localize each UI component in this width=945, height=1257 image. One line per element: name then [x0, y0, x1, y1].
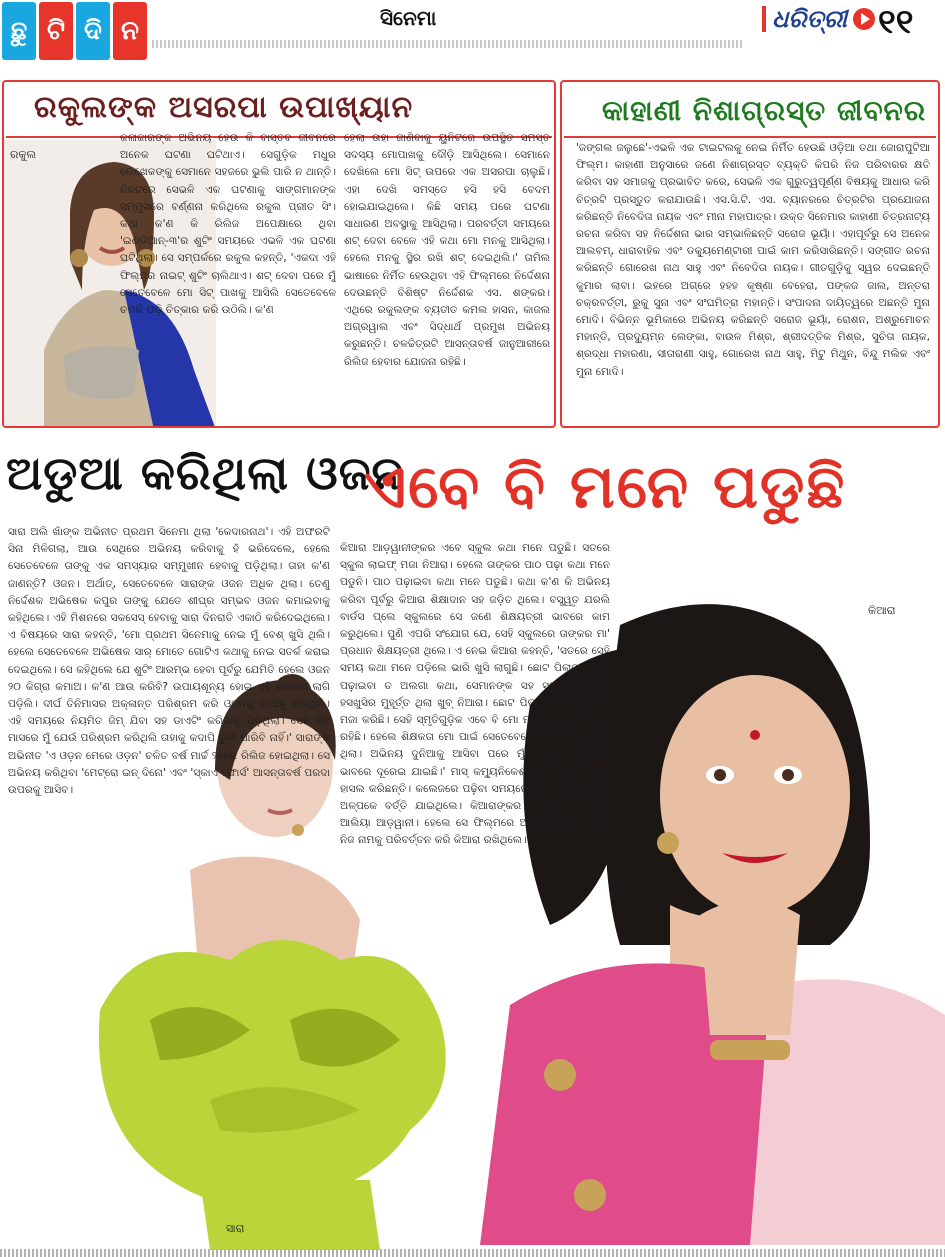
rakul-headline: ରକୁଲଙ୍କ ଅସରପା ଉପାଖ୍ୟାନ — [34, 90, 414, 125]
sara-paragraph: ସାରା ଅଲି ଖାଁଙ୍କ ଅଭିନୀତ ପ୍ରଥମ ସିନେମା ଥିଲା 'କେଦାରନାଥ'। ଏହି ଅଫରଟି ସିନା ମିଳିଗଲା, ଆଉ ସେଥିରେ ଅଭିନୟ କରିବାକୁ ହଁ ଭରିଦେଲେ, ହେଲେ ସେତେବେଳେ ତାଙ୍କୁ ଏକ ସମସ୍ୟାର ସମ୍ମୁଖୀନ ହେବାକୁ ପଡ଼ିଥିଲା। ତାହା କ'ଣ ଜାଣନ୍ତି? ଓଜନ। ଅର୍ଥାତ୍, ସେତେବେଳେ ସାରାଙ୍କ ଓଜନ ଅଧିକ ଥିଲା। ତେଣୁ ନିର୍ଦ୍ଦେଶକ ଅଭିଷେକ କପୁର ତାଙ୍କୁ ଯେତେ ଶୀଘ୍ର ସମ୍ଭବ ଓଜନ କମାଇବାକୁ କହିଥିଲେ। ଏହି ମିଶନରେ ସକସେସ୍ ହେବାକୁ ସାରା ଦିନରାତି ଏକାଠି କରିଦେଇଥିଲେ। ଏ ବିଷୟରେ ସାରା କହନ୍ତି, 'ମୋ ପ୍ରଥମ ସିନେମାକୁ ନେଇ ମୁଁ ବେଶ୍ ଖୁସି ଥିଲି। ହେଲେ ସେତେବେଳେ ଅଭିଷେକ ସାର୍ ମୋତେ ଗୋଟିଏ କଥାକୁ ନେଇ ସତର୍କ କରାଇ ଦେଇଥିଲେ। ସେ କହିଥିଲେ ଯେ ଶୁଟିଂ ଆରମ୍ଭ ହେବା ପୂର୍ବରୁ ଯେମିତି ହେଲେ ଓଜନ ୨୦ କିଗ୍ରା କମାଅ। କ'ଣ ଆଉ କରିବି? ଉପାୟଶୂନ୍ୟ ହୋଇ ଏହି କାମରେ ଲାଗି ପଡ଼ିଲି। ଦୀର୍ଘ ତିନିମାସର ଅକ୍ଳାନ୍ତ ପରିଶ୍ରମ କରି ଓଜନକୁ କାଆବୁ କରିଥିଲି। ଏହି ସମୟରେ ନିୟମିତ ଜିମ୍ ଯିବା ସହ ଡାଏଟିଂ କରିବାକୁ ପଡ଼ିଥିଲା। ସେହି ତିନି ମାସରେ ମୁଁ ଯେଉଁ ପରିଶ୍ରମ କରିଥିଲି ତାହାକୁ କଦାପି ଭୁଲି ପାରିବି ନାହିଁ।' ସାରାଙ୍କ ଅଭିନୀତ 'ଏ ଓଡ଼ନ ମେରେ ଓଡ଼ନ' ଚଳିତ ବର୍ଷ ମାର୍ଚ୍ଚ ୨୪ରେ ରିଲିଜ ହୋଇଥିଲା। ସେ ଅଭିନୟ କରିଥିବା 'ମେଟ୍ରୋ ଇନ୍ ଦିନୋ' ଏବଂ 'ସ୍କାଏ ଫୋର୍ସ' ଆସନ୍ତାବର୍ଷ ପରଦା ଉପରକୁ ଆସିବ। — [8, 526, 330, 797]
newspaper-name: ଧରିତ୍ରୀ — [772, 4, 847, 33]
kahani-article — [560, 80, 940, 428]
rakul-article — [2, 80, 556, 428]
kahani-headline: କାହାଣୀ ନିଶାଗ୍ରସ୍ତ ଜୀବନର — [602, 94, 927, 127]
rakul-body-col-1 — [120, 130, 336, 426]
sara-headline: ଅଡୁଆ କରିଥିଲା ଓଜନ — [6, 446, 405, 500]
rakul-paragraph: ହେଲା ତାହା ଜାଣିବାକୁ ୟୁନିଟରେ ଉପସ୍ଥିତ ସମସ୍ତ ସଦସ୍ୟ ମୋପାଖକୁ ଦୌଡ଼ି ଆସିଥିଲେ। ସେମାନେ ଦେଖିଲେ ମୋ ସିଟ୍ ଉପରେ ଏକ ଅସରପା ଚାଲୁଛି। ଏହା ଦେଖି ସମସ୍ତେ ହସି ହସି ବେଦମ ହୋଇଯାଇଥିଲେ। କିଛି ସମୟ ପରେ ଘଟଣା ସାଧାରଣ ଅବସ୍ଥାକୁ ଆସିଥିଲା। ପରବର୍ତ୍ତୀ ସମୟରେ ଶଟ୍ ଦେବା ବେଳେ ଏହି କଥା ମୋ ମନକୁ ଆସିଥିଲା। ହେଲେ ମନକୁ ସ୍ଥିର ରଖି ଶଟ୍ ଦେଇଥିଲି।' ତାମିଲ ଭାଷାରେ ନିର୍ମିତ ହେଉଥିବା ଏହି ଫିଲ୍ମରେ ନିର୍ଦ୍ଦେଶନା ଦେଉଛନ୍ତି ବିଶିଷ୍ଟ ନିର୍ଦ୍ଦେଶକ ଏସ. ଶଙ୍କର। ଏଥିରେ ରକୁଲଙ୍କ ବ୍ୟତୀତ କମଲ ହାସନ, କାଜଲ ଅଗ୍ରୱାଲ ଏବଂ ସିଦ୍ଧାର୍ଥ ପ୍ରମୁଖ ଅଭିନୟ କରୁଛନ୍ତି। ଚଳଚ୍ଚିତ୍ରଟି ଆସନ୍ତାବର୍ଷ ଜାନୁଆରୀରେ ରିଲିଜ ହେବାର ଯୋଜନା ରହିଛି। — [344, 132, 550, 368]
kahani-body — [576, 140, 930, 424]
newspaper-logo — [762, 4, 875, 33]
rakul-paragraph: କଳାକାରଙ୍କ ଅଭିନୟ ହେଉ କି ବାସ୍ତବ ଜୀବନରେ ଅନେକ ଘଟଣା ଘଟିଥାଏ। ସେଗୁଡ଼ିକ ମଧୁର ଲେଖେକଙ୍କୁ ସେମାନେ ସହଜରେ ଭୁଲି ପାରି ନ ଥାନ୍ତି। ନିକଟରେ ସେଭଳି ଏକ ଘଟଣାକୁ ସାଙ୍ଗମାନଙ୍କ ସମ୍ମୁଖରେ ବର୍ଣ୍ଣନା କରିଥିଲେ ରକୁଲ ପ୍ରୀତ ସିଂ। କଥା କ'ଣ କି ରିଲିଜ ଅପେକ୍ଷାରେ ଥିବା 'ଇଣ୍ଡିଆନ୍-୩'ର ଶୁଟିଂ ସମୟରେ ଏଭଳି ଏକ ଘଟଣା ଘଟିଥିଲା। ସେ ସମ୍ପର୍କରେ ରକୁଲ କହନ୍ତି, 'ଏକଦା ଏହି ଫିଲ୍ମର ନାଇଟ୍ ଶୁଟିଂ ଚାଲିଥାଏ। ଶଟ୍ ଦେବା ପରେ ମୁଁ ସେତେବେଳେ ମୋ ସିଟ୍ ପାଖକୁ ଆସିଲି ସେତେବେଳେ ଚମକି ପଡ଼ି ଚିତ୍କାର କରି ଉଠିଲି। କ'ଣ — [120, 132, 336, 317]
section-brand — [2, 2, 147, 60]
section-divider — [152, 40, 742, 48]
kiara-headline: ଏବେ ବି ମନେ ପଡୁଛି — [364, 452, 847, 522]
masthead — [0, 0, 945, 62]
sara-body — [8, 524, 330, 1184]
sara-caption: ସାରା — [226, 1222, 245, 1235]
rakul-body-col-2 — [344, 130, 550, 426]
logo-accent — [762, 6, 766, 32]
kiara-paragraph: କିଆରା ଆଡ଼ୱାନୀଙ୍କର ଏବେ ସ୍କୁଲ କଥା ମନେ ପଡୁଛି। ସତରେ ସ୍କୁଲ ଲାଇଫ୍ ମଜା ନିଆରା। ହେଲେ ତାଙ୍କର ପାଠ ପଢ଼ା କଥା ମନେ ପଡୁନି। ପାଠ ପଢ଼ାଇବା କଥା ମନେ ପଡୁଛି। କଥା କ'ଣ କି ଅଭିନୟ କରିବା ପୂର୍ବରୁ କିଆରା ଶିକ୍ଷାଦାନ ସହ ଜଡ଼ିତ ଥିଲେ। ବସ୍ତ୍ୱୃତ ଯରଲି ବାର୍ଡସ ପ୍ଲେ ସ୍କୁଲରେ ସେ ଜଣେ ଶିକ୍ଷୟତ୍ରୀ ଭାବରେ କାମ କରୁଥିଲେ। ପୁଣି ଏପରି ସଂଯୋଗ ଯେ, ସେହି ସ୍କୁଲରେ ତାଙ୍କର ମା' ପ୍ରଧାନ ଶିକ୍ଷୟତ୍ରୀ ଥିଲେ। ଏ ନେଇ କିଆରା କହନ୍ତି, 'ସତରେ ସେହି ସମୟ କଥା ମନେ ପଡ଼ିଲେ ଭାରି ଖୁସି ଲାଗୁଛି। ଛୋଟ ପିଲାଙ୍କୁ ପାଠ ପଢ଼ାଇବା ତ ଅଲଗା କଥା, ସେମାନଙ୍କ ସହ ସହ ବିତେଇଥିବା ହସଖୁସିର ମୁହୂର୍ତ୍ତ ଥିଲା ଖୁବ୍ ନିଆରା। ଛୋଟ ପିଲାଙ୍କ ସହ ମୁଁ ଢେର ମଜା କରିଛି। ସେହି ସ୍ମୃତିଗୁଡ଼ିକ ଏବେ ବି ମୋ ମନରେ ସତେଜ ହୋଇ ରହିଛି। ହେଲେ ଶିକ୍ଷକତା ମୋ ପାଇଁ ସେତେବେଳେ ପାର୍ଟ ଟାଇମ କାମ ଥିଲା। ଅଭିନୟ ଦୁନିଆକୁ ଆସିବା ପରେ ମୁଁ ସେଠାରୁ ସମ୍ପୂର୍ଣ୍ଣ ଭାବରେ ଦୂରେଇ ଯାଇଛି।' ମାସ୍ କମ୍ୟୁନିକେଶନରେ କିଆରା ଡିଗ୍ରୀ ହାସଲ କରିଛନ୍ତି। କଲେଜରେ ପଢ଼ିବା ସମୟରେ ସେ ଏକ ଦୁର୍ଘଟଣାରୁ ଅଳ୍ପକେ ବର୍ତ୍ତି ଯାଇଥିଲେ। କିଆରାଙ୍କର ପ୍ରକୃତ ନାମ ଥିଲା ଆଲିୟା ଆଡ଼ୱାନୀ। ହେଲେ ସେ ଫିଲ୍ମରେ ଅଭିନୟ କରିବା ପରେ ନିଜ ନାମକୁ ପରିବର୍ତ୍ତନ କରି କିଆରା ରଖିଥିଲେ। — [340, 542, 610, 847]
brand-letter: ନ — [113, 2, 147, 60]
headline-rule — [564, 136, 936, 138]
kiara-caption: କିଆରା — [868, 604, 896, 617]
page-number: ୧୧ — [878, 2, 914, 42]
page-bottom-rule — [0, 1249, 945, 1257]
kahani-paragraph: 'ଜଙ୍ଗଲ ଜଲୁଛେ'-ଏଭଳି ଏକ ଟାଇଟଲକୁ ନେଇ ନିର୍ମିତ ହେଉଛି ଓଡ଼ିଆ ତଥା ଜୋରାପୁଟିଆ ଫିଲ୍ମ। କାହାଣୀ ଅନୁସାରେ ଜଣେ ନିଶାଗ୍ରସ୍ତ ବ୍ୟକ୍ତି କିପରି ନିଜ ପରିବାରର କ୍ଷତି କରିବା ସହ ସମାଜକୁ ପ୍ରଭାବିତ କରେ, ସେଭଳି ଏକ ଗୁରୁତ୍ୱପୂର୍ଣ୍ଣ ବିଷୟକୁ ଆଧାର କରି ଚିତ୍ରଟି ପ୍ରସ୍ତୁତ କରାଯାଉଛି। ଏସ.ସି.ଟି. ଏସ. ବ୍ୟାନରରେ ଚିତ୍ରଟିର ପ୍ରଯୋଜନା କରିଛନ୍ତି ନିବେଦିତା ନାୟକ ଏବଂ ମୀନା ମହାପାତ୍ର। ଉକ୍ତ ସିନେମାର କାହାଣୀ ଚିତ୍ରନାଟ୍ୟ ରଚନା କରିବା ସହ ନିର୍ଦ୍ଦେଶନା ଭାର ସମ୍ଭାଳିଛନ୍ତି ସରୋଜ ଭୂୟାଁ। ଏହାପୂର୍ବରୁ ସେ ଅନେକ ଆଲବମ୍, ଧାରାବାହିକ ଏବଂ ଡକ୍ୟୁମେଣ୍ଟାରୀ ପାଇଁ କାମ କରିସାରିଛନ୍ତି। ସଙ୍ଗୀତ ରଚନା କରିଛନ୍ତି ଗୋରେଖ ନାଥ ସାହୁ ଏବଂ ନିବେଦିତା ନାୟକ। ଗୀତଗୁଡ଼ିକୁ ସ୍ୱର ଦେଇଛନ୍ତି କୁମାର ଲାବା। ଇହରେ ଅଗ୍ରେ ହହହ କୃଷ୍ଣା ବେହେରା, ପଙ୍କଜ ଜାଲ, ଅନ୍ତରା ଚକ୍ରବର୍ତ୍ତୀ, ରୁକୁ ସୁନା ଏବଂ ସଂଘମିତ୍ରା ମହାନ୍ତି। ସଂପାଦନା ଦାୟିତ୍ୱରେ ଅଛନ୍ତି ମୁନା ମୋଦି। ବିଭିନ୍ନ ଭୂମିକାରେ ଅଭିନୟ କରିଛନ୍ତି ସରୋଜ ଭୂୟାଁ, ରୋଶନ, ଅଶ୍ରୁମୋଚନ ମହାନ୍ତି, ପ୍ରଦ୍ୟୁମ୍ନ ଲେଙ୍କା, ବାଉଳ ମିଶ୍ର, ଶ୍ରୀଦତ୍ତିକ ମିଶ୍ର, ସୁଚିତା ନାୟକ, ଶ୍ରଦ୍ଧା ମହାରଣା, ସୀତାରାଣୀ ସାହୁ, ଗୋରେଖ ନାଥ ସାହୁ, ମିଟୁ ମିଥୁନ, ବିନ୍ଦୁ ମଲିକ ଏବଂ ମୁନା ମୋଦି। — [576, 142, 930, 378]
section-title: ସିନେମା — [380, 6, 437, 30]
brand-letter: ଟି — [39, 2, 73, 60]
rakul-caption: ରକୁଲ — [10, 148, 37, 161]
brand-letter: ଦି — [76, 2, 110, 60]
kiara-body — [340, 540, 610, 880]
play-icon — [853, 8, 875, 30]
brand-letter: ଛୁ — [2, 2, 36, 60]
